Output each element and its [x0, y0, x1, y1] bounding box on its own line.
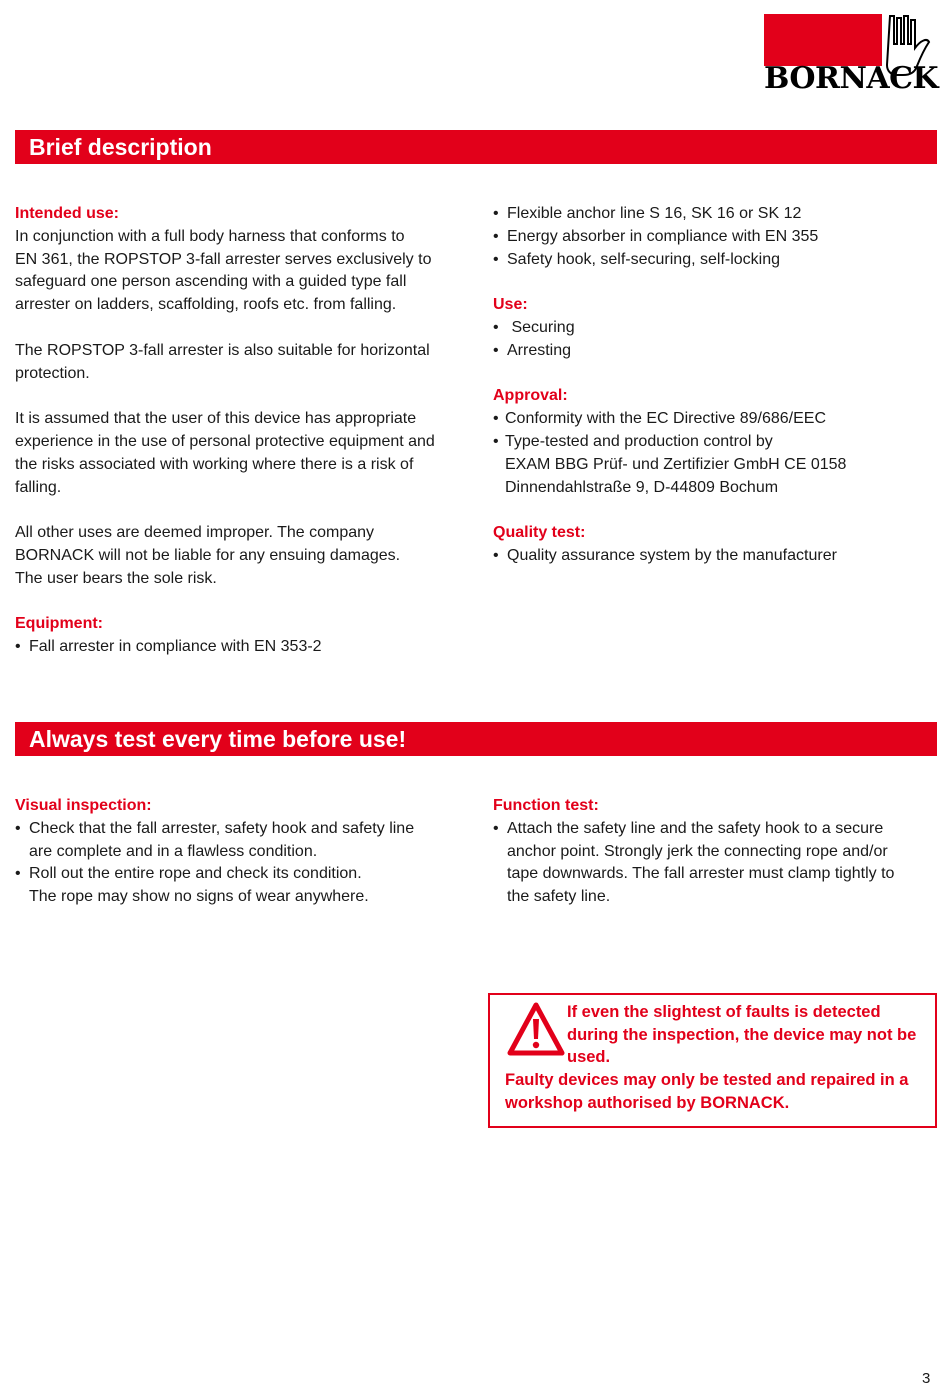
- list-item: • Quality assurance system by the manufacturer: [493, 546, 837, 564]
- bornack-logo: [764, 14, 937, 96]
- list-item: • Arresting: [493, 341, 572, 359]
- list-item: • Safety hook, self-securing, self-locking: [493, 250, 781, 268]
- text-line: It is assumed that the user of this device has appropriate: [15, 410, 417, 428]
- list-item: • Flexible anchor line S 16, SK 16 or SK 12: [493, 205, 802, 222]
- approval-heading: Approval:: [493, 387, 568, 405]
- user-experience-paragraph: [15, 408, 465, 499]
- equipment-heading: Equipment:: [15, 615, 103, 633]
- warning-sub-text: [505, 1069, 925, 1114]
- text-line: safeguard one person ascending with a guided type fall: [15, 273, 407, 291]
- visual-inspection-heading: Visual inspection:: [15, 797, 152, 814]
- text-line: EXAM BBG Prüf- und Zertifizier GmbH CE 0158: [505, 455, 847, 473]
- list-item: • Attach the safety line and the safety hook to a secure anchor point. Strongly jerk the connecting rope and/or tape downwards. The fall arrester must clamp tightly to the safety line.: [493, 819, 895, 906]
- intended-use-paragraph: [15, 226, 465, 317]
- text-line: workshop authorised by BORNACK.: [505, 1093, 790, 1112]
- logo-wordmark: BORNACK: [764, 61, 939, 96]
- list-item: • Securing: [493, 318, 575, 336]
- text-line: protection.: [15, 364, 90, 382]
- intended-use-heading: Intended use:: [15, 205, 120, 222]
- improper-use-paragraph: [15, 522, 465, 590]
- warning-main-text: [567, 1001, 922, 1069]
- brief-description-right-column: [493, 203, 933, 568]
- horizontal-protection-paragraph: [15, 340, 465, 386]
- text-line: experience in the use of personal protective equipment and: [15, 432, 435, 450]
- function-test-column: [493, 795, 933, 909]
- text-line: If even the slightest of faults is detected: [567, 1003, 881, 1021]
- text-line: Faulty devices may only be tested and repaired in a: [505, 1071, 909, 1089]
- text-line: Dinnendahlstraße 9, D-44809 Bochum: [505, 478, 779, 496]
- text-line: In conjunction with a full body harness that conforms to: [15, 227, 405, 245]
- list-item: • Fall arrester in compliance with EN 353-2: [15, 638, 322, 656]
- function-test-heading: Function test:: [493, 797, 599, 814]
- warning-box: [488, 993, 937, 1128]
- section-title-always-test: Always test every time before use!: [15, 722, 937, 756]
- text-line: EN 361, the ROPSTOP 3-fall arrester serves exclusively to: [15, 250, 432, 268]
- quality-test-heading: Quality test:: [493, 524, 586, 542]
- list-item: • Check that the fall arrester, safety hook and safety line are complete and in a flawless condition.: [15, 819, 415, 860]
- section-title-brief-description: Brief description: [15, 130, 937, 164]
- list-item: • Roll out the entire rope and check its condition. The rope may show no signs of wear anywhere.: [15, 865, 369, 906]
- text-line: falling.: [15, 478, 62, 496]
- list-item: • Type-tested and production control by: [493, 432, 773, 450]
- text-line: BORNACK will not be liable for any ensuing damages.: [15, 546, 401, 564]
- logo-red-block: [764, 14, 884, 66]
- use-heading: Use:: [493, 296, 528, 314]
- text-line: The user bears the sole risk.: [15, 569, 217, 587]
- text-line: during the inspection, the device may not be: [567, 1025, 917, 1044]
- brief-description-left-column: [15, 203, 465, 659]
- text-line: the risks associated with working where there is a risk of: [15, 455, 414, 473]
- warning-triangle-icon: [506, 1001, 566, 1057]
- approval-address: [493, 454, 933, 500]
- text-line: arrester on ladders, scaffolding, roofs etc. from falling.: [15, 296, 397, 314]
- page-number: 3: [922, 1370, 931, 1387]
- list-item: • Conformity with the EC Directive 89/686/EEC: [493, 410, 827, 428]
- visual-inspection-column: [15, 795, 465, 909]
- text-line: used.: [567, 1048, 611, 1066]
- text-line: The ROPSTOP 3-fall arrester is also suitable for horizontal: [15, 341, 430, 359]
- list-item: • Energy absorber in compliance with EN 355: [493, 227, 819, 245]
- text-line: All other uses are deemed improper. The company: [15, 524, 375, 542]
